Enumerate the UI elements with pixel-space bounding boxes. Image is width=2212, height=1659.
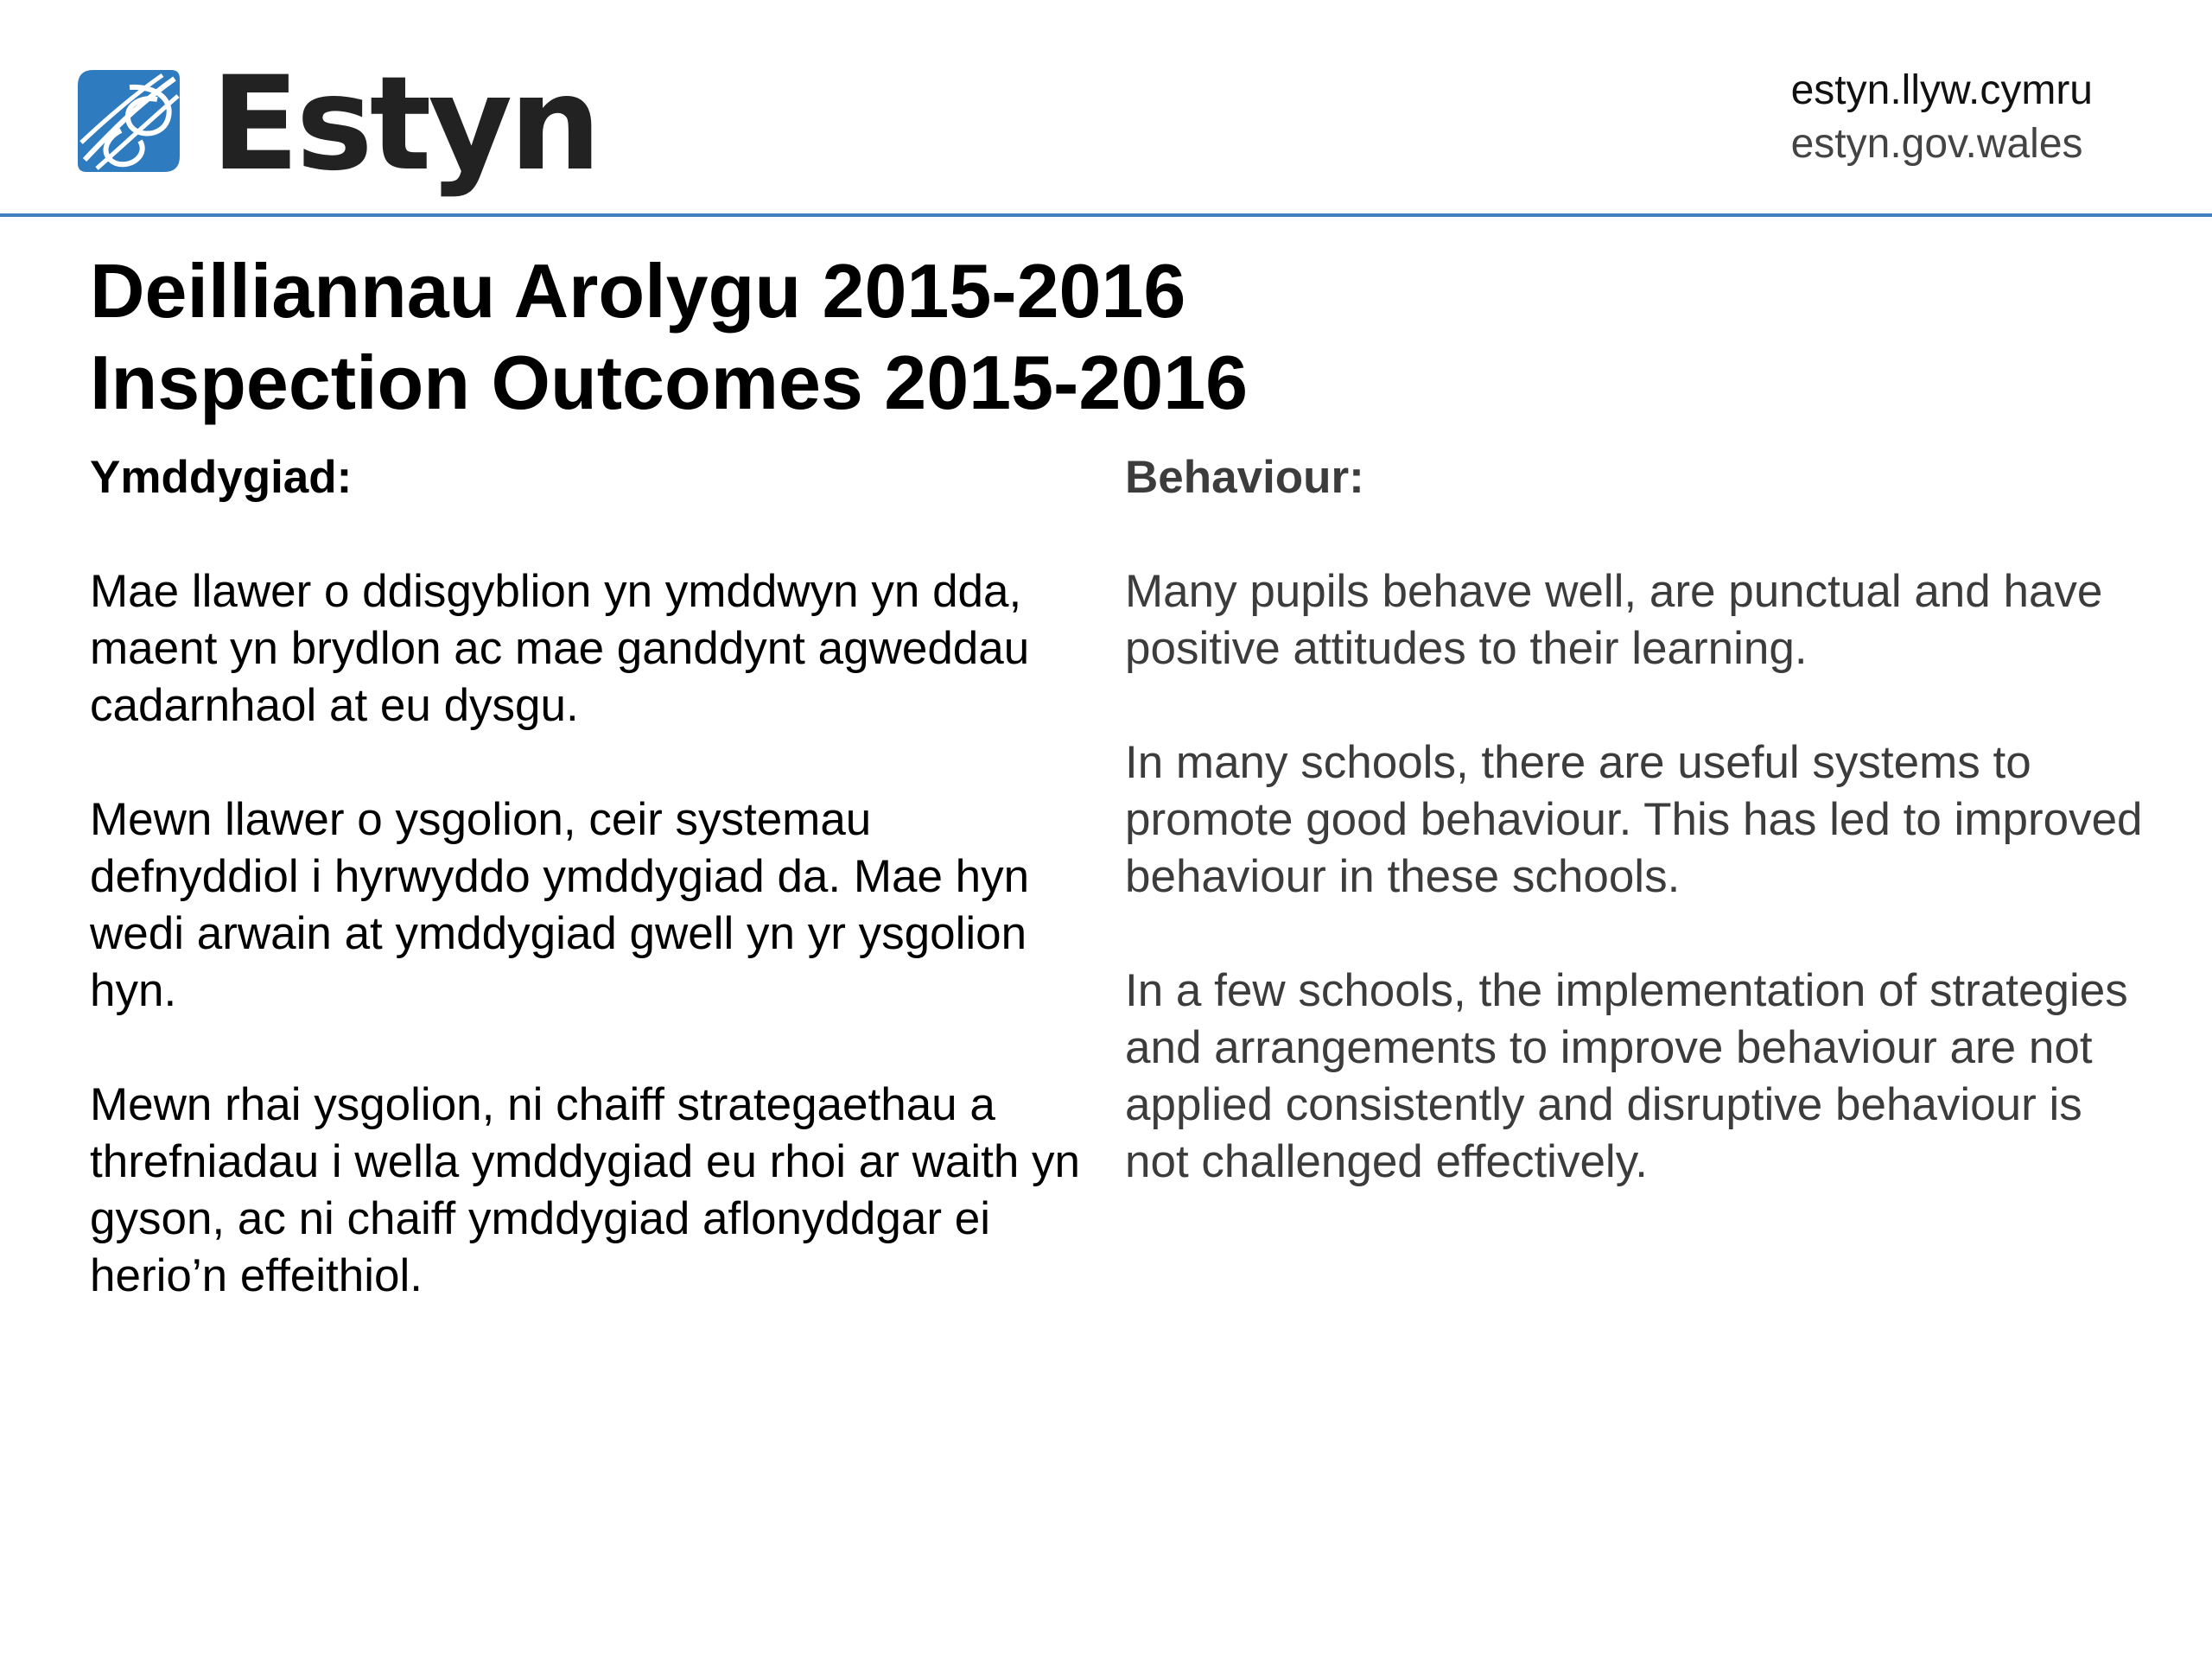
welsh-paragraph-1: Mae llawer o ddisgyblion yn ymddwyn yn dda, maent yn brydlon ac mae ganddynt agweddau cadarnhaol at eu dysgu. bbox=[90, 566, 1030, 731]
welsh-site-url[interactable]: estyn.llyw.cymru bbox=[1790, 67, 2093, 113]
english-paragraph-2: In many schools, there are useful systems to promote good behaviour. This has led to improved behaviour in these schools. bbox=[1125, 737, 2143, 902]
english-column bbox=[1125, 449, 2145, 1248]
title-welsh: Deilliannau Arolygu 2015-2016 bbox=[90, 248, 1186, 334]
english-site-url[interactable]: estyn.gov.wales bbox=[1790, 121, 2083, 167]
welsh-paragraph-3: Mewn rhai ysgolion, ni chaiff strategaethau a threfniadau i wella ymddygiad eu rhoi ar waith yn gyson, ac ni chaiff ymddygiad aflonyddgar ei herio’n effeithiol. bbox=[90, 1079, 1081, 1301]
welsh-paragraph-2: Mewn llawer o ysgolion, ceir systemau defnyddiol i hyrwyddo ymddygiad da. Mae hyn wedi arwain at ymddygiad gwell yn yr ysgolion hyn. bbox=[90, 794, 1030, 1016]
header-divider bbox=[0, 213, 2212, 217]
estyn-logo bbox=[78, 48, 599, 200]
estyn-logo-mark-icon bbox=[78, 70, 180, 172]
english-paragraph-1: Many pupils behave well, are punctual and have positive attitudes to their learning. bbox=[1125, 566, 2103, 674]
site-urls bbox=[1791, 64, 2093, 171]
title-english: Inspection Outcomes 2015-2016 bbox=[90, 340, 1249, 425]
page-title bbox=[90, 245, 1248, 429]
english-paragraph-3: In a few schools, the implementation of strategies and arrangements to improve behaviour are not applied consistently and disruptive behaviour is not challenged effectively. bbox=[1125, 965, 2128, 1187]
welsh-heading: Ymddygiad: bbox=[90, 452, 353, 503]
english-heading: Behaviour: bbox=[1125, 452, 1364, 503]
welsh-column bbox=[90, 449, 1092, 1362]
logo-wordmark: Estyn bbox=[211, 49, 599, 200]
